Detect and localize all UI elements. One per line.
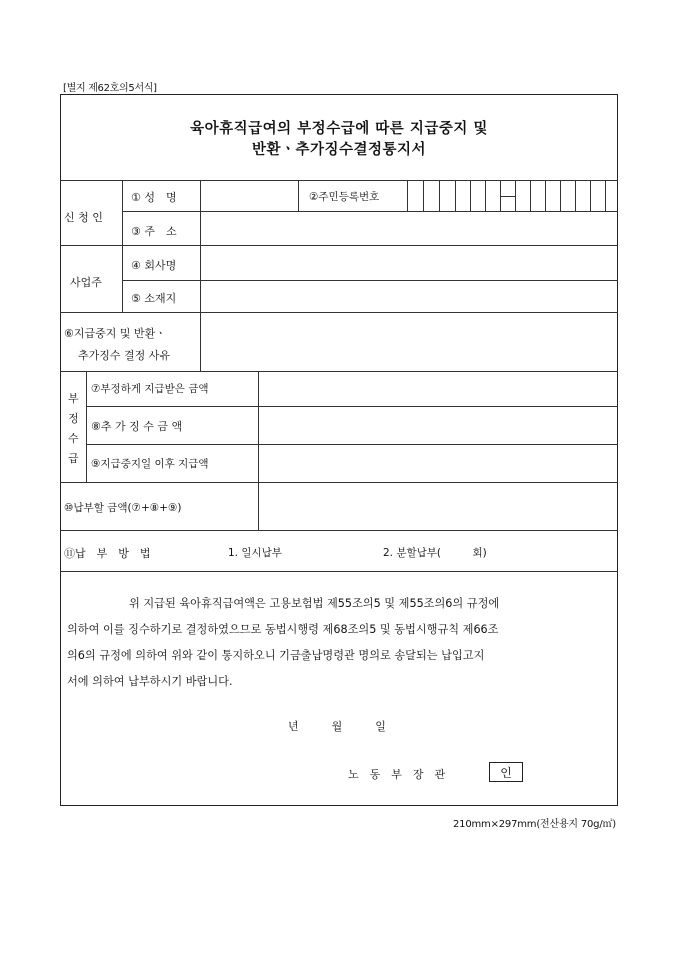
name-field[interactable] <box>201 182 297 210</box>
fraud-group-char: 정 <box>68 412 79 425</box>
item7-field[interactable] <box>259 373 617 405</box>
rule <box>60 245 618 246</box>
rule <box>60 482 618 483</box>
rule <box>298 180 299 211</box>
rrn-field[interactable] <box>408 182 617 210</box>
rule <box>60 571 618 572</box>
location-field[interactable] <box>201 282 617 311</box>
company-label: ④ 회사명 <box>131 259 177 272</box>
item9-field[interactable] <box>259 446 617 481</box>
reason-label-line2: 추가징수 결정 사유 <box>78 349 171 362</box>
rule <box>86 444 618 445</box>
minister-signatory: 노 동 부 장 관 <box>348 768 446 781</box>
rule <box>122 280 618 281</box>
notice-body-line: 의하여 이를 징수하기로 결정하였으므로 동법시행령 제68조의5 및 동법시행규칙 제66조 <box>67 623 499 636</box>
payment-method-label: ⑪납 부 방 법 <box>64 547 151 560</box>
applicant-group-label: 신 청 인 <box>64 211 103 224</box>
rule <box>60 371 618 372</box>
item8-label: ⑧추 가 징 수 금 액 <box>91 420 183 433</box>
payment-option-lump-sum[interactable]: 1. 일시납부 <box>228 547 282 559</box>
form-title-line1: 육아휴직급여의 부정수급에 따른 지급중지 및 <box>190 120 488 137</box>
paper-spec: 210mm×297mm(전산용지 70g/㎡) <box>453 819 616 830</box>
location-label: ⑤ 소재지 <box>131 292 177 305</box>
company-field[interactable] <box>201 247 617 279</box>
fraud-group-char: 수 <box>68 432 79 445</box>
employer-group-label: 사업주 <box>70 276 102 289</box>
rule <box>122 211 618 212</box>
rule <box>122 180 123 312</box>
form-number-label: [별지 제62호의5서식] <box>63 83 157 94</box>
notice-body-line: 서에 의하여 납부하시기 바랍니다. <box>67 675 233 688</box>
address-field[interactable] <box>201 213 617 244</box>
payment-option-installment[interactable]: 2. 분할납부( 회) <box>383 547 487 559</box>
fraud-group-char: 부 <box>68 392 79 405</box>
notice-body-line: 위 지급된 육아휴직급여액은 고용보험법 제55조의5 및 제55조의6의 규정에 <box>129 597 500 610</box>
item8-field[interactable] <box>259 408 617 443</box>
address-label: ③ 주 소 <box>131 225 177 238</box>
seal-box: 인 <box>489 762 523 782</box>
total-field[interactable] <box>259 484 617 529</box>
item9-label: ⑨지급중지일 이후 지급액 <box>91 458 209 470</box>
fraud-group-char: 급 <box>68 452 79 465</box>
notice-body-line: 의6의 규정에 의하여 위와 같이 통지하오니 기금출납명령관 명의로 송달되는 납입고지 <box>67 649 485 662</box>
date-line: 년 월 일 <box>288 720 386 733</box>
notice-body <box>67 591 607 695</box>
rule <box>60 530 618 531</box>
reason-label-line1: ⑥지급중지 및 반환ㆍ <box>64 327 166 340</box>
rule <box>60 180 618 181</box>
form-title-line2: 반환ㆍ추가징수결정통지서 <box>251 141 427 158</box>
total-label: ⑩납부할 금액(⑦+⑧+⑨) <box>64 502 182 514</box>
rrn-label: ②주민등록번호 <box>309 191 380 203</box>
reason-field[interactable] <box>201 314 617 370</box>
rule <box>86 406 618 407</box>
item7-label: ⑦부정하게 지급받은 금액 <box>91 383 209 395</box>
rule <box>86 371 87 482</box>
name-label: ① 성 명 <box>131 191 177 204</box>
rule <box>60 312 618 313</box>
